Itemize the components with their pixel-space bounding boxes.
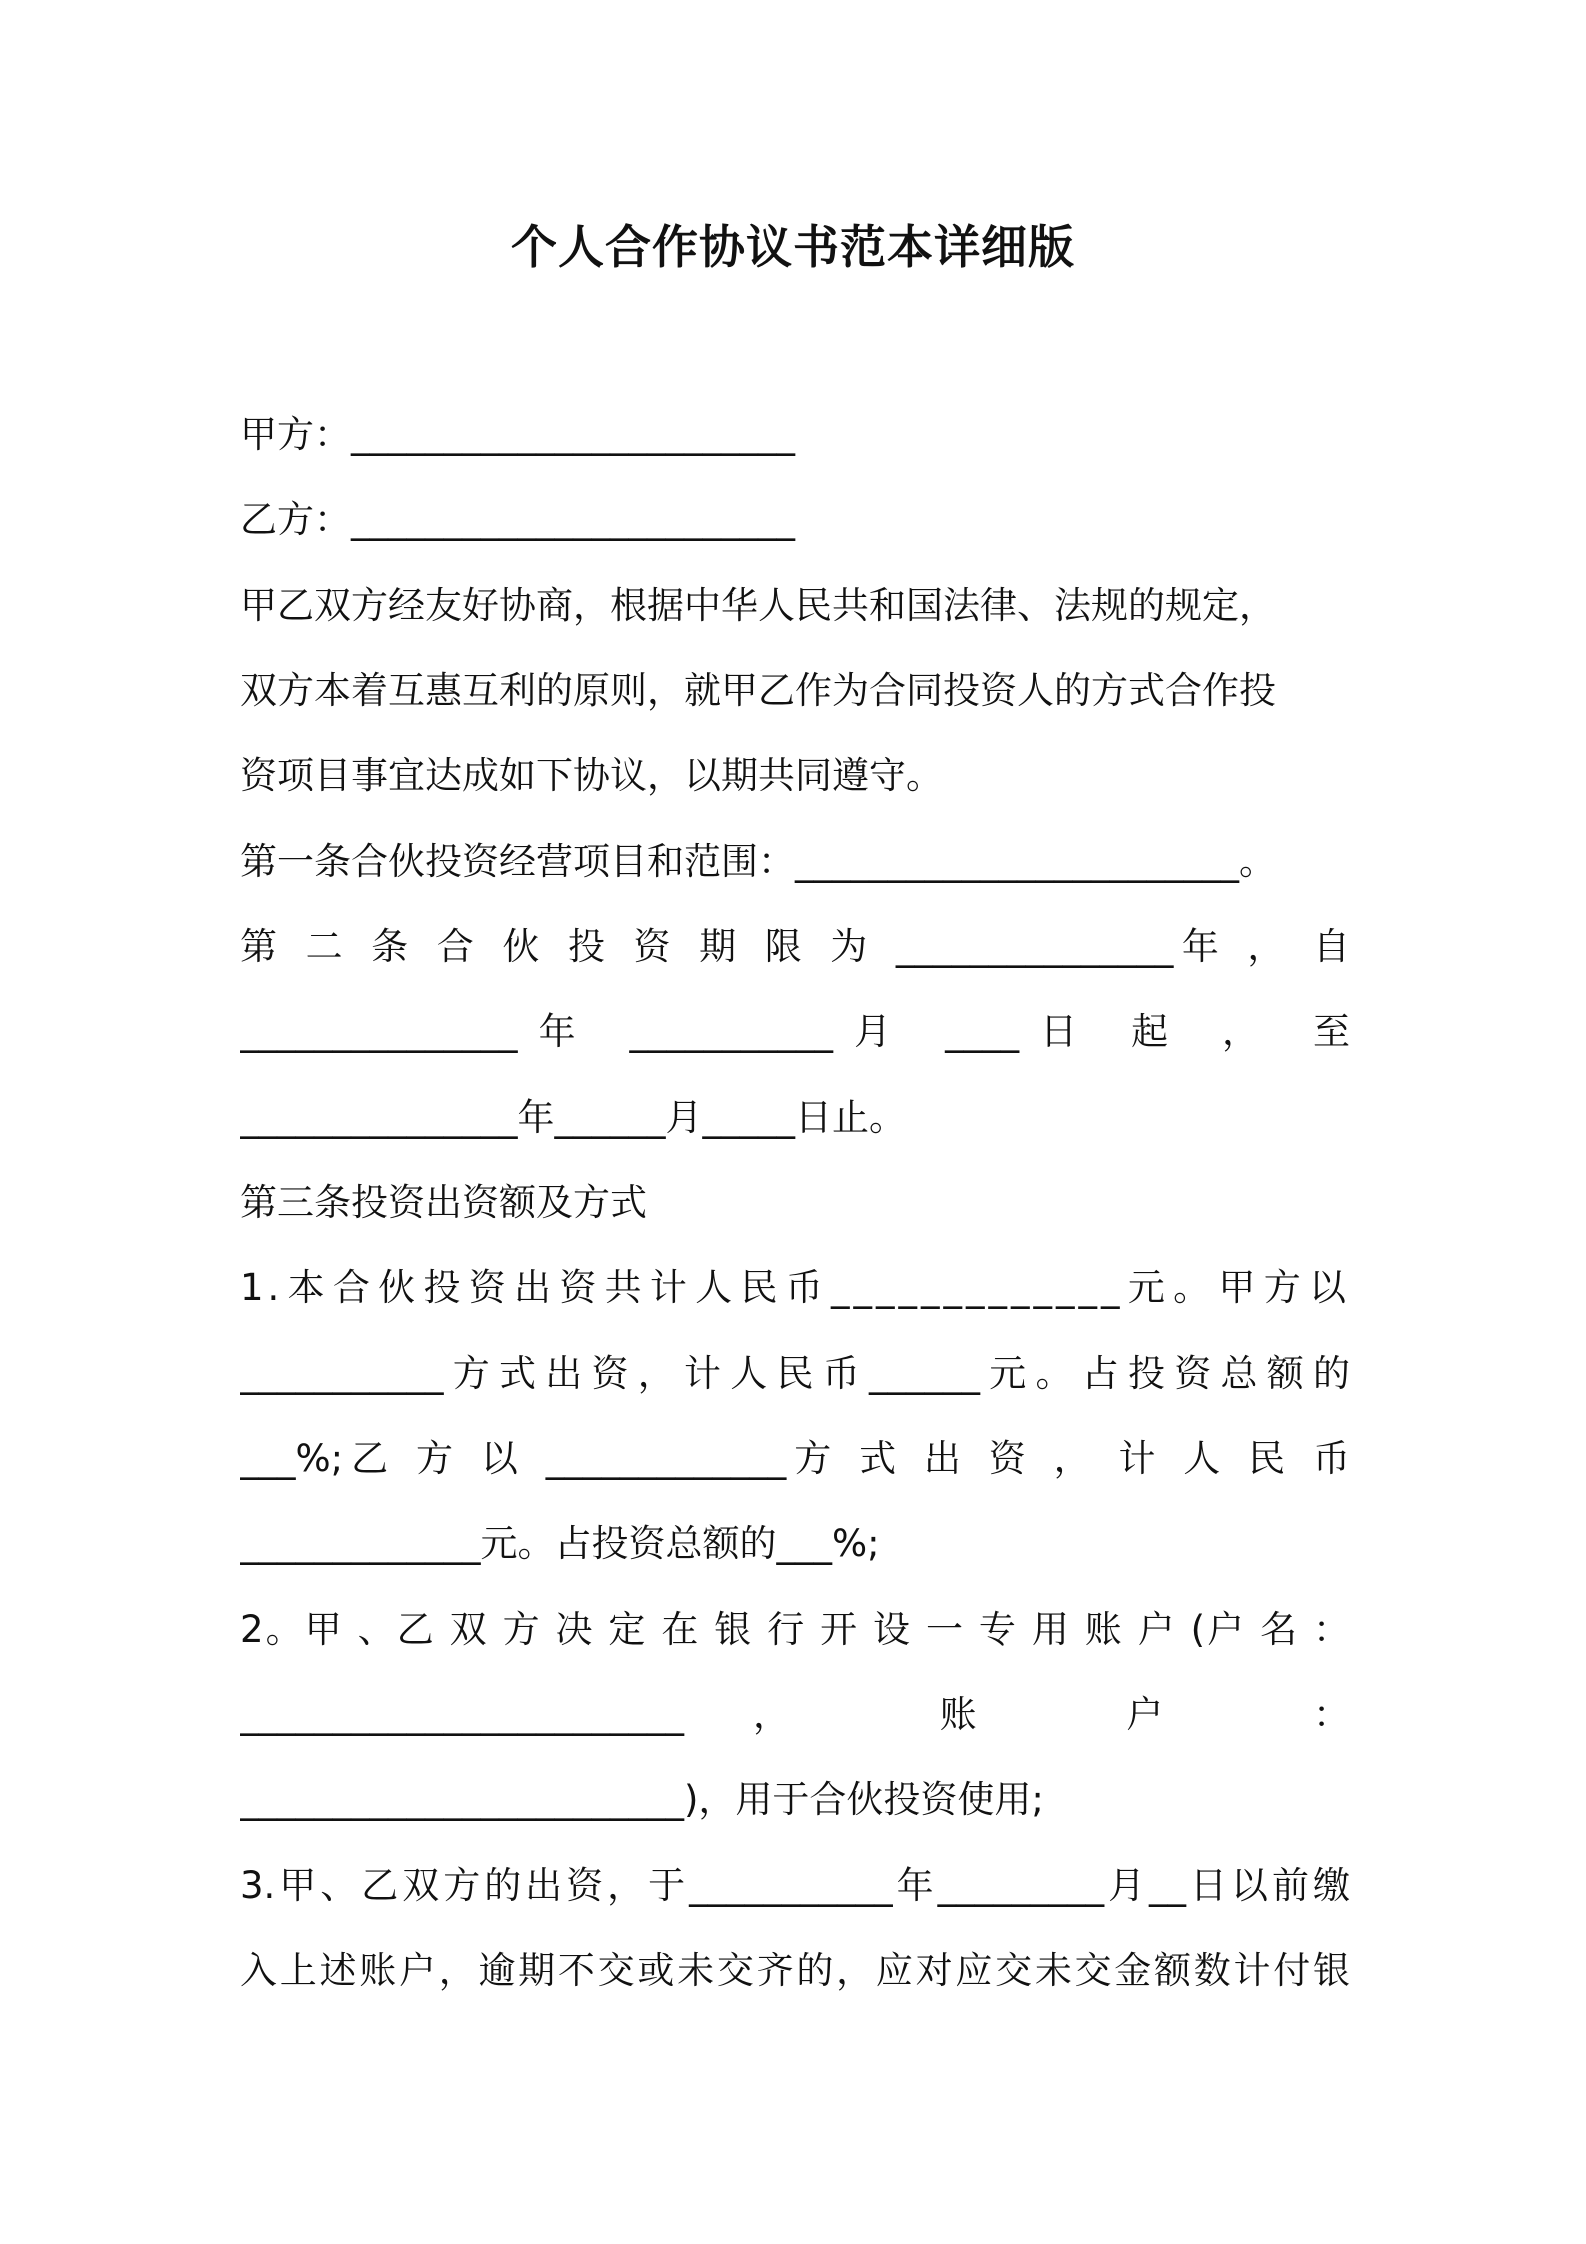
preamble-line-2: 双方本着互惠互利的原则，就甲乙作为合同投资人的方式合作投 <box>240 669 1276 712</box>
article-3-item-3-line-1: 3.甲、乙双方的出资，于___________年_________月__日以前缴 <box>240 1864 1350 1907</box>
article-3-heading: 第三条投资出资额及方式 <box>240 1181 647 1224</box>
article-3-item-1-line-3: ___%;乙 方 以 _____________方 式 出 资 ， 计 人 民 币 <box>240 1437 1350 1480</box>
preamble-line-3: 资项目事宜达成如下协议，以期共同遵守。 <box>240 754 943 797</box>
article-1-line: 第一条合伙投资经营项目和范围：________________________。 <box>240 840 1276 883</box>
article-3-item-1-line-4: _____________元。占投资总额的___%; <box>240 1522 880 1565</box>
article-3-item-1-line-2: ___________方式出资，计人民币______元。占投资总额的 <box>240 1352 1350 1395</box>
article-3-item-3-line-2: 入上述账户，逾期不交或未交齐的，应对应交未交金额数计付银 <box>240 1949 1350 1992</box>
article-3-item-2-line-1: 2。甲 、乙 双 方 决 定 在 银 行 开 设 一 专 用 账 户 (户 名 ： <box>240 1608 1350 1651</box>
article-3-item-2-line-3: ________________________)，用于合伙投资使用; <box>240 1778 1044 1821</box>
party-b-line: 乙方：________________________ <box>240 498 795 541</box>
article-2-line-3: _______________年______月_____日止。 <box>240 1096 906 1139</box>
article-3-item-1-line-1: 1.本合伙投资出资共计人民币_____________元。甲方以 <box>240 1266 1350 1309</box>
article-3-item-2-line-2: ________________________， 账 户 ： <box>240 1693 1350 1736</box>
document-title: 个人合作协议书范本详细版 <box>511 220 1075 274</box>
article-2-line-1: 第 二 条 合 伙 投 资 期 限 为 _______________年 ， 自 <box>240 925 1350 968</box>
article-2-line-2: _______________年 ___________月 ____日 起 ， 至 <box>240 1010 1350 1053</box>
preamble-line-1: 甲乙双方经友好协商，根据中华人民共和国法律、法规的规定， <box>240 584 1276 627</box>
party-a-line: 甲方：________________________ <box>240 413 795 456</box>
